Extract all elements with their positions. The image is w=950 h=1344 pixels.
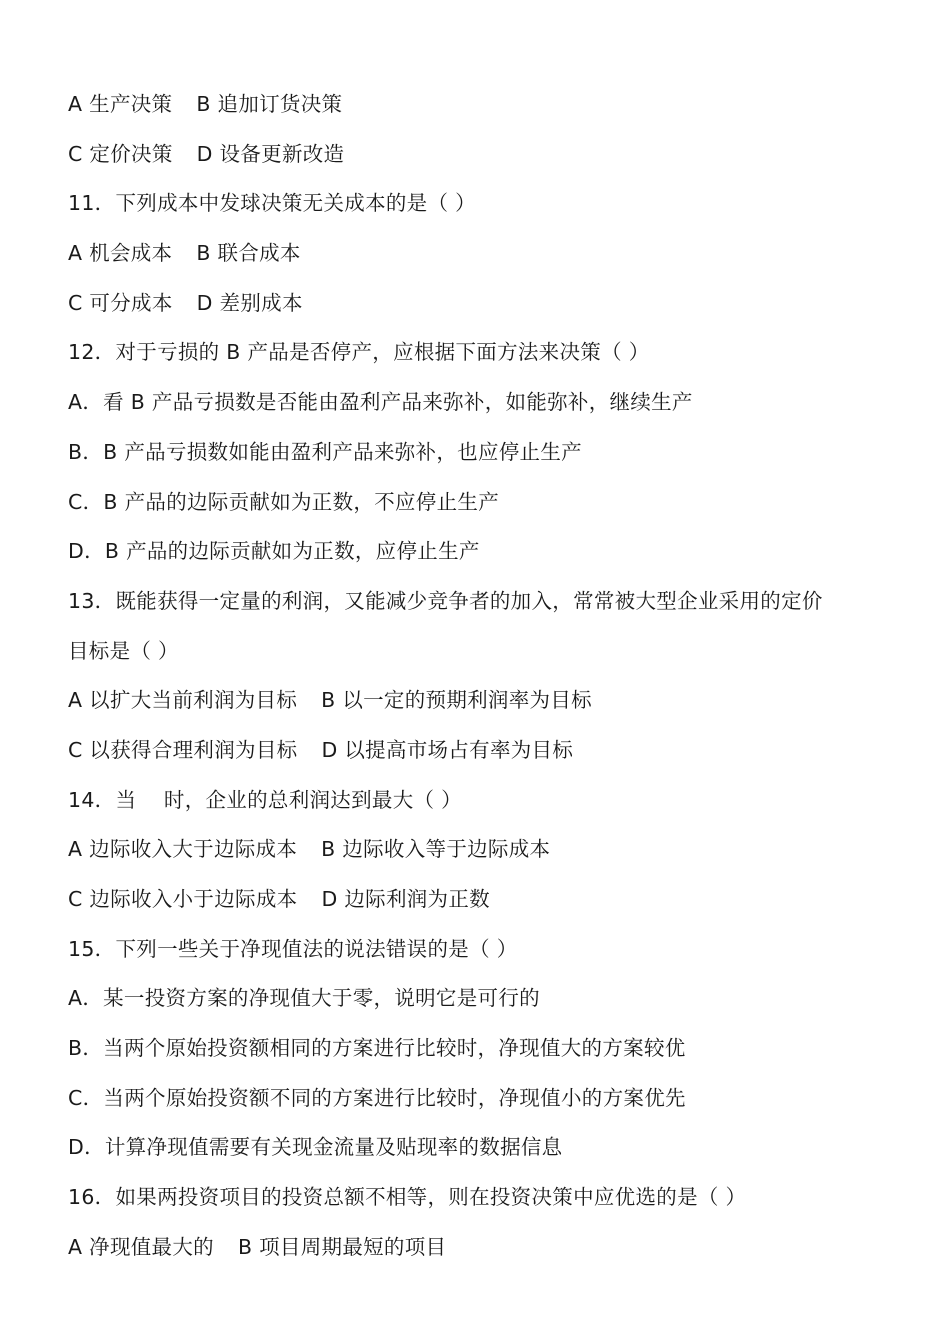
choice-15b: B．当两个原始投资额相同的方案进行比较时，净现值大的方案较优 xyxy=(68,1036,686,1061)
choice-12c: C．B 产品的边际贡献如为正数，不应停止生产 xyxy=(68,489,499,514)
question-15: 15．下列一些关于净现值法的说法错误的是（ ） xyxy=(68,936,518,961)
option-line-13cd xyxy=(68,726,898,776)
option-b: B 追加订货决策 xyxy=(196,92,343,116)
option-line-16ab xyxy=(68,1223,898,1273)
option-d: D 差别成本 xyxy=(196,290,303,315)
option-c: C 以获得合理利润为目标 xyxy=(68,737,298,762)
question-16: 16．如果两投资项目的投资总额不相等，则在投资决策中应优选的是（ ） xyxy=(68,1185,747,1210)
option-c: C 可分成本 xyxy=(68,290,173,315)
question-12: 12．对于亏损的 B 产品是否停产，应根据下面方法来决策（ ） xyxy=(68,340,650,365)
option-a: A 净现值最大的 xyxy=(68,1234,214,1259)
option-line-10cd xyxy=(68,130,898,180)
option-a: A 以扩大当前利润为目标 xyxy=(68,688,298,713)
option-line-14cd xyxy=(68,875,898,925)
option-b: B 联合成本 xyxy=(196,241,301,266)
choice-12a: A．看 B 产品亏损数是否能由盈利产品来弥补，如能弥补，继续生产 xyxy=(68,390,693,415)
choice-15a: A．某一投资方案的净现值大于零，说明它是可行的 xyxy=(68,986,540,1011)
option-line-14ab xyxy=(68,825,898,875)
option-line-11ab xyxy=(68,229,898,279)
question-14: 14．当 时，企业的总利润达到最大（ ） xyxy=(68,787,462,812)
option-line-13ab xyxy=(68,676,898,726)
option-line-10ab xyxy=(68,80,898,130)
choice-15d: D．计算净现值需要有关现金流量及贴现率的数据信息 xyxy=(68,1135,563,1160)
option-b: B 项目周期最短的项目 xyxy=(237,1234,447,1259)
option-c: C 定价决策 xyxy=(68,141,173,166)
option-line-11cd xyxy=(68,279,898,329)
choice-12d: D．B 产品的边际贡献如为正数，应停止生产 xyxy=(68,539,480,564)
choice-15c: C．当两个原始投资额不同的方案进行比较时，净现值小的方案优先 xyxy=(68,1085,686,1110)
option-a: A 边际收入大于边际成本 xyxy=(68,837,298,862)
option-a: A 机会成本 xyxy=(68,241,173,266)
question-13-continued: 目标是（ ） xyxy=(68,638,179,663)
question-13: 13．既能获得一定量的利润，又能减少竞争者的加入，常常被大型企业采用的定价 xyxy=(68,588,823,613)
choice-12b: B．B 产品亏损数如能由盈利产品来弥补，也应停止生产 xyxy=(68,439,582,464)
option-a: A 生产决策 xyxy=(68,92,173,116)
option-b: B 以一定的预期利润率为目标 xyxy=(321,688,592,713)
option-d: D 边际利润为正数 xyxy=(321,887,490,911)
option-c: C 边际收入小于边际成本 xyxy=(68,887,298,911)
option-d: D 以提高市场占有率为目标 xyxy=(321,737,574,762)
document-page xyxy=(68,80,898,1273)
option-b: B 边际收入等于边际成本 xyxy=(321,837,551,862)
option-d: D 设备更新改造 xyxy=(196,141,345,166)
question-11: 11．下列成本中发球决策无关成本的是（ ） xyxy=(68,191,476,216)
